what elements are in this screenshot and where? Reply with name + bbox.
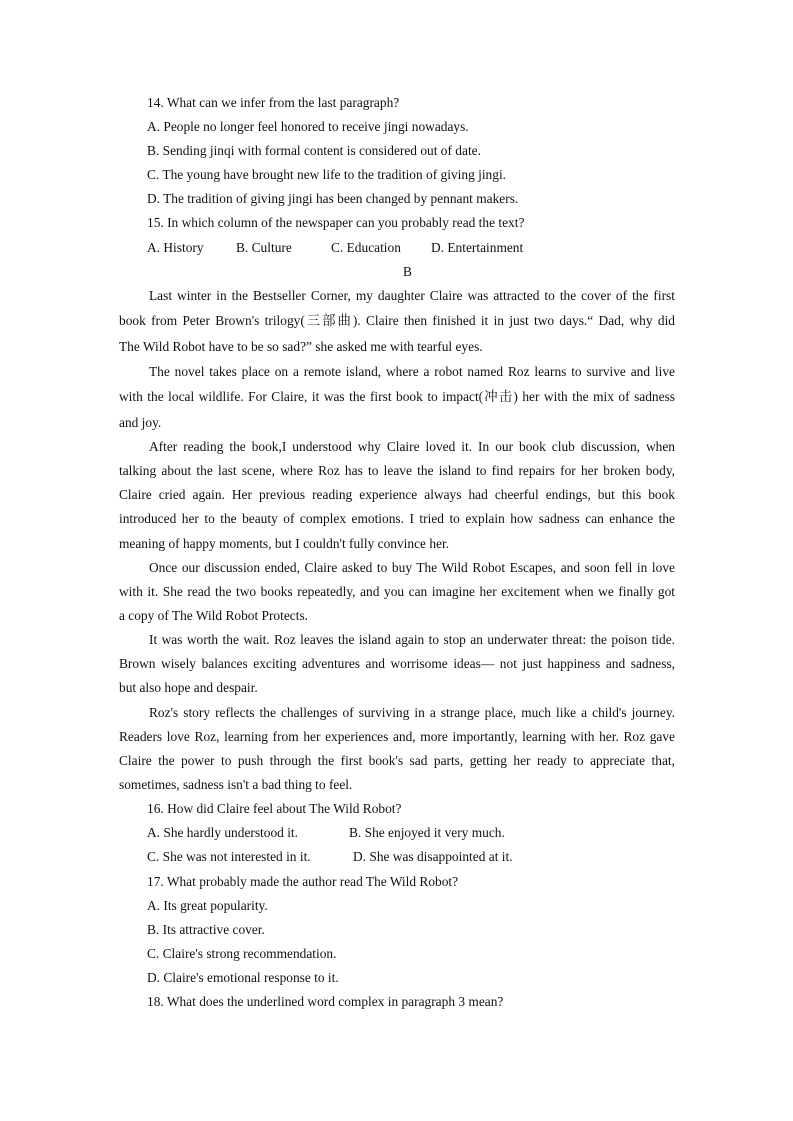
question-16-stem: 16. How did Claire feel about The Wild Robot? (147, 801, 402, 816)
paragraph-3-line-5: meaning of happy moments, but I couldn't fully convince her. (119, 536, 450, 551)
question-15-stem: 15. In which column of the newspaper can you probably read the text? (147, 215, 525, 230)
question-16-option-c: C. She was not interested in it. (147, 849, 311, 864)
question-17-option-c: C. Claire's strong recommendation. (147, 946, 337, 961)
paragraph-1-line-3: The Wild Robot have to be so sad?” she asked me with tearful eyes. (119, 339, 483, 354)
question-14-option-c: C. The young have brought new life to the tradition of giving jingi. (147, 167, 507, 182)
question-15-option-d: D. Entertainment (431, 240, 524, 255)
paragraph-1-line-1: Last winter in the Bestseller Corner, my daughter Claire was attracted to the cover of the first (149, 288, 675, 303)
paragraph-5-line-1: It was worth the wait. Roz leaves the island again to stop an underwater threat: the poison tide. (149, 632, 675, 647)
question-16-option-a: A. She hardly understood it. (147, 825, 298, 840)
question-15-option-c: C. Education (331, 240, 401, 255)
paragraph-6-line-3: Claire the power to push through the first book's sad parts, getting her ready to appreciate that, (119, 753, 675, 768)
paragraph-4-line-2: with it. She read the two books repeatedly, and you can imagine her excitement when we finally got (119, 584, 675, 599)
paragraph-1-line-2: book from Peter Brown's trilogy(三部曲). Claire then finished it in just two days.“ Dad, why did (119, 313, 675, 328)
paragraph-6-line-2: Readers love Roz, learning from her experiences and, more importantly, learning with her. Roz gave (119, 729, 675, 744)
question-17-option-d: D. Claire's emotional response to it. (147, 970, 339, 985)
question-16-option-d: D. She was disappointed at it. (353, 849, 513, 864)
paragraph-3-line-1: After reading the book,I understood why Claire loved it. In our book club discussion, when (149, 439, 675, 454)
question-17-option-b: B. Its attractive cover. (147, 922, 265, 937)
paragraph-2-line-2: with the local wildlife. For Claire, it was the first book to impact(冲击) her with the mix of sadness (119, 389, 675, 404)
question-17-stem: 17. What probably made the author read The Wild Robot? (147, 874, 459, 889)
paragraph-6-line-1: Roz's story reflects the challenges of surviving in a strange place, much like a child's journey. (149, 705, 675, 720)
paragraph-6-line-4: sometimes, sadness isn't a bad thing to feel. (119, 777, 353, 792)
paragraph-3-line-2: talking about the last scene, where Roz has to leave the island to find repairs for her broken body, (119, 463, 675, 478)
question-18-stem: 18. What does the underlined word complex in paragraph 3 mean? (147, 994, 504, 1009)
paragraph-4-line-1: Once our discussion ended, Claire asked to buy The Wild Robot Escapes, and soon fell in love (149, 560, 675, 575)
question-16-option-b: B. She enjoyed it very much. (349, 825, 505, 840)
paragraph-3-line-4: introduced her to the beauty of complex emotions. I tried to explain how sadness can enhance the (119, 511, 675, 526)
paragraph-5-line-3: but also hope and despair. (119, 680, 258, 695)
paragraph-2-line-3: and joy. (119, 415, 162, 430)
question-17-option-a: A. Its great popularity. (147, 898, 268, 913)
question-14-option-b: B. Sending jinqi with formal content is considered out of date. (147, 143, 481, 158)
question-16-options-row-2 (0, 848, 793, 866)
question-16-options-row-1 (0, 824, 793, 842)
paragraph-2-line-1: The novel takes place on a remote island, where a robot named Roz learns to survive and live (149, 364, 675, 379)
question-14-option-d: D. The tradition of giving jingi has been changed by pennant makers. (147, 191, 519, 206)
question-14-stem: 14. What can we infer from the last paragraph? (147, 95, 400, 110)
question-15-options (0, 239, 793, 257)
question-15-option-a: A. History (147, 240, 204, 255)
question-15-option-b: B. Culture (236, 240, 292, 255)
paragraph-4-line-3: a copy of The Wild Robot Protects. (119, 608, 309, 623)
section-b-title: B (403, 264, 412, 279)
question-14-option-a: A. People no longer feel honored to receive jingi nowadays. (147, 119, 469, 134)
paragraph-5-line-2: Brown wisely balances exciting adventures and worrisome ideas— not just happiness and sadness, (119, 656, 675, 671)
paragraph-3-line-3: Claire cried again. Her previous reading experience always had cheerful endings, but this book (119, 487, 675, 502)
